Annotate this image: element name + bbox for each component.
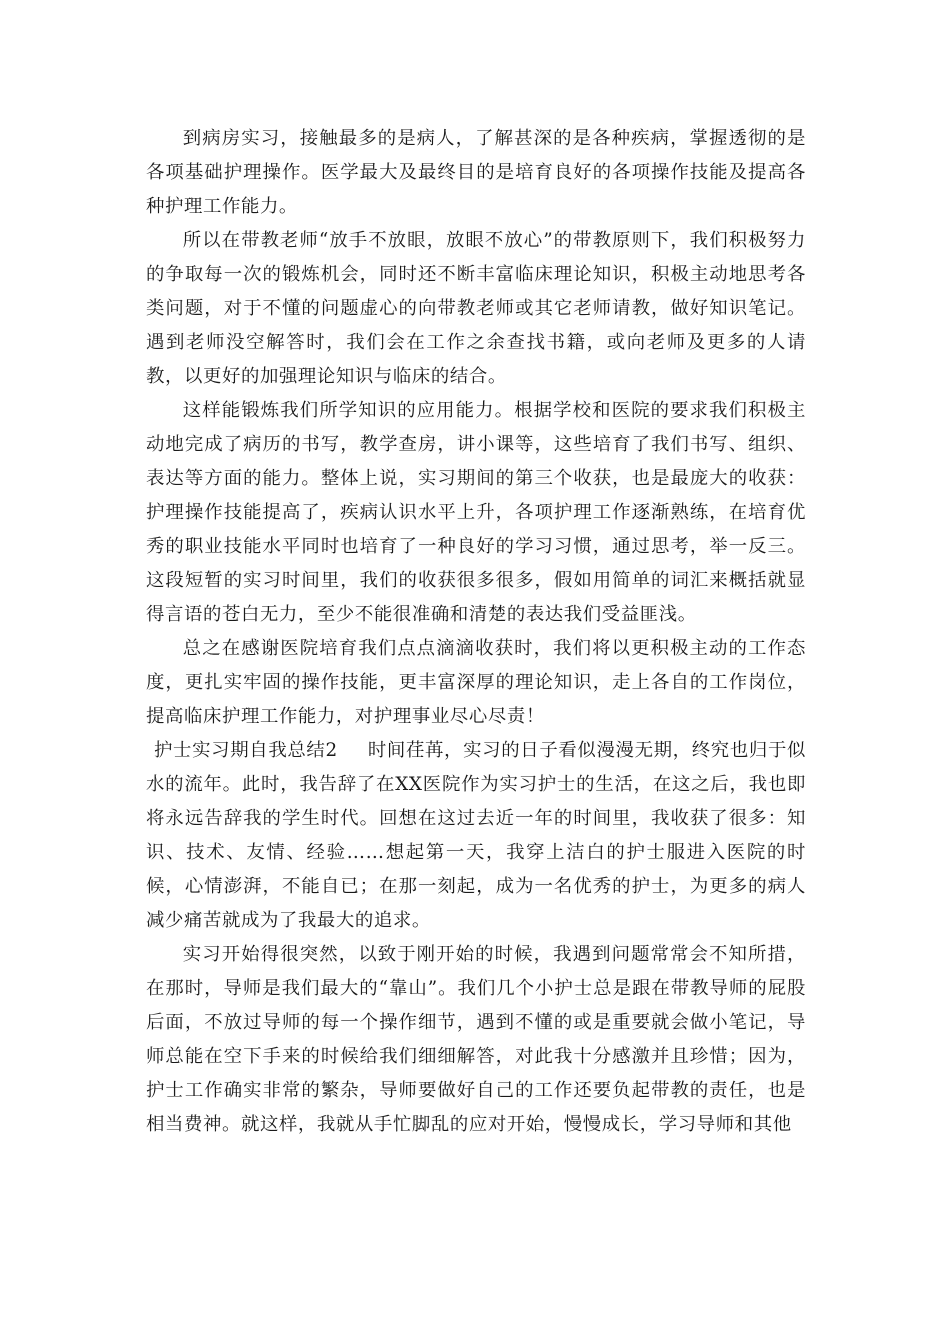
- paragraph-1: 到病房实习，接触最多的是病人，了解甚深的是各种疾病，掌握透彻的是各项基础护理操作。医学最大及最终目的是培育良好的各项操作技能及提高各种护理工作能力。: [146, 128, 806, 217]
- paragraph-4: 总之在感谢医院培育我们点点滴滴收获时，我们将以更积极主动的工作态度，更扎实牢固的操作技能，更丰富深厚的理论知识，走上各自的工作岗位，提高临床护理工作能力，对护理事业尽心尽责！: [146, 638, 806, 727]
- section-title: 护士实习期自我总结2: [154, 740, 338, 761]
- paragraph-3: 这样能锻炼我们所学知识的应用能力。根据学校和医院的要求我们积极主动地完成了病历的书写，教学查房，讲小课等，这些培育了我们书写、组织、表达等方面的能力。整体上说，实习期间的第三个收获，也是最庞大的收获：护理操作技能提高了，疾病认识水平上升，各项护理工作逐渐熟练，在培育优秀的职业技能水平同时也培育了一种良好的学习习惯，通过思考，举一反三。这段短暂的实习时间里，我们的收获很多很多，假如用简单的词汇来概括就显得言语的苍白无力，至少不能很准确和清楚的表达我们受益匪浅。: [146, 400, 806, 625]
- paragraph-2: 所以在带教老师“放手不放眼，放眼不放心”的带教原则下，我们积极努力的争取每一次的锻炼机会，同时还不断丰富临床理论知识，积极主动地思考各类问题，对于不懂的问题虚心的向带教老师或其它老师请教，做好知识笔记。遇到老师没空解答时，我们会在工作之余查找书籍，或向老师及更多的人请教，以更好的加强理论知识与临床的结合。: [146, 230, 806, 387]
- paragraph-6: 实习开始得很突然，以致于刚开始的时候，我遇到问题常常会不知所措，在那时，导师是我们最大的“靠山”。我们几个小护士总是跟在带教导师的屁股后面，不放过导师的每一个操作细节，遇到不懂的或是重要就会做小笔记，导师总能在空下手来的时候给我们细细解答，对此我十分感激并且珍惜；因为，护士工作确实非常的繁杂，导师要做好自己的工作还要负起带教的责任，也是相当费神。就这样，我就从手忙脚乱的应对开始，慢慢成长，学习导师和其他: [146, 944, 806, 1135]
- section-first-paragraph: 时间荏苒，实习的日子看似漫漫无期，终究也归于似水的流年。此时，我告辞了在XX医院作为实习护士的生活，在这之后，我也即将永远告辞我的学生时代。回想在这过去近一年的时间里，我收获了很多：知识、技术、友情、经验……想起第一天，我穿上洁白的护士服进入医院的时候，心情澎湃，不能自已；在那一刻起，成为一名优秀的护士，为更多的病人减少痛苦就成为了我最大的追求。: [146, 740, 806, 931]
- section-2-opening: [146, 734, 806, 938]
- document-body: [146, 122, 806, 1142]
